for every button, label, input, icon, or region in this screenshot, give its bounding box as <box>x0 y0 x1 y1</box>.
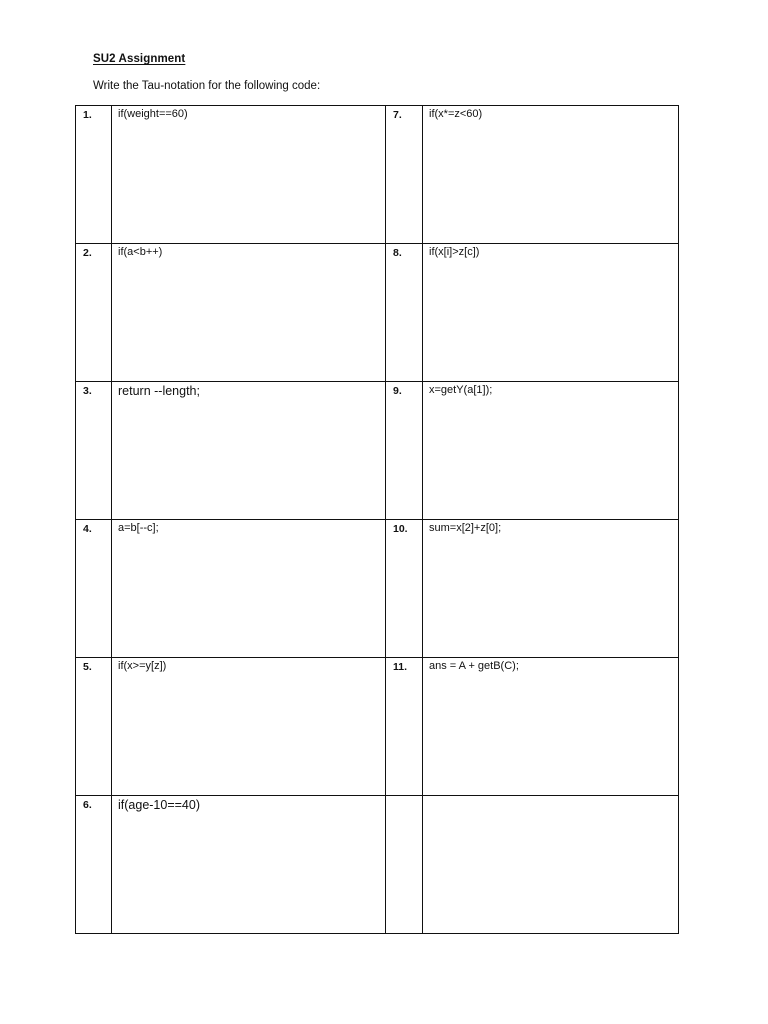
code-answer-cell <box>423 382 679 520</box>
item-number: 9. <box>393 385 402 397</box>
item-number-cell <box>76 382 112 520</box>
item-number-cell <box>76 244 112 382</box>
item-number-cell <box>386 382 423 520</box>
item-number: 3. <box>83 385 92 397</box>
item-number: 10. <box>393 523 408 535</box>
code-answer-cell <box>423 658 679 796</box>
code-answer-cell <box>423 520 679 658</box>
item-number-cell <box>386 520 423 658</box>
item-number: 8. <box>393 247 402 259</box>
table-row <box>76 382 679 520</box>
item-number-cell <box>76 106 112 244</box>
code-answer-cell <box>112 244 386 382</box>
code-answer-cell <box>112 382 386 520</box>
code-answer-cell <box>423 796 679 934</box>
code-snippet: if(a<b++) <box>118 246 163 258</box>
item-number <box>386 796 422 799</box>
item-number: 6. <box>83 799 92 811</box>
code-snippet <box>423 796 678 798</box>
code-answer-cell <box>112 520 386 658</box>
code-snippet: if(x>=y[z]) <box>118 660 167 672</box>
code-snippet: a=b[--c]; <box>118 522 159 534</box>
table-row <box>76 106 679 244</box>
table-row <box>76 520 679 658</box>
code-snippet: if(x[i]>z[c]) <box>429 246 480 258</box>
item-number: 7. <box>393 109 402 121</box>
page-title: SU2 Assignment <box>93 53 186 65</box>
item-number-cell <box>386 796 423 934</box>
item-number: 4. <box>83 523 92 535</box>
item-number-cell <box>76 520 112 658</box>
item-number-cell <box>76 658 112 796</box>
code-answer-cell <box>423 244 679 382</box>
code-snippet: ans = A + getB(C); <box>429 660 519 672</box>
table-row <box>76 244 679 382</box>
table-row <box>76 658 679 796</box>
code-snippet: if(x*=z<60) <box>429 108 483 120</box>
item-number-cell <box>386 658 423 796</box>
item-number: 1. <box>83 109 92 121</box>
instructions-text: Write the Tau-notation for the following code: <box>93 80 321 92</box>
code-answer-cell <box>112 106 386 244</box>
code-answer-cell <box>112 658 386 796</box>
item-number-cell <box>76 796 112 934</box>
code-snippet: if(age-10==40) <box>118 798 201 812</box>
item-number: 11. <box>393 661 408 673</box>
table-row <box>76 796 679 934</box>
code-answer-cell <box>423 106 679 244</box>
code-answer-cell <box>112 796 386 934</box>
item-number: 5. <box>83 661 92 673</box>
item-number: 2. <box>83 247 92 259</box>
code-snippet: if(weight==60) <box>118 108 188 120</box>
item-number-cell <box>386 244 423 382</box>
tau-notation-table <box>75 105 679 934</box>
code-snippet: return --length; <box>118 384 200 398</box>
code-snippet: x=getY(a[1]); <box>429 384 493 396</box>
code-snippet: sum=x[2]+z[0]; <box>429 522 502 534</box>
item-number-cell <box>386 106 423 244</box>
